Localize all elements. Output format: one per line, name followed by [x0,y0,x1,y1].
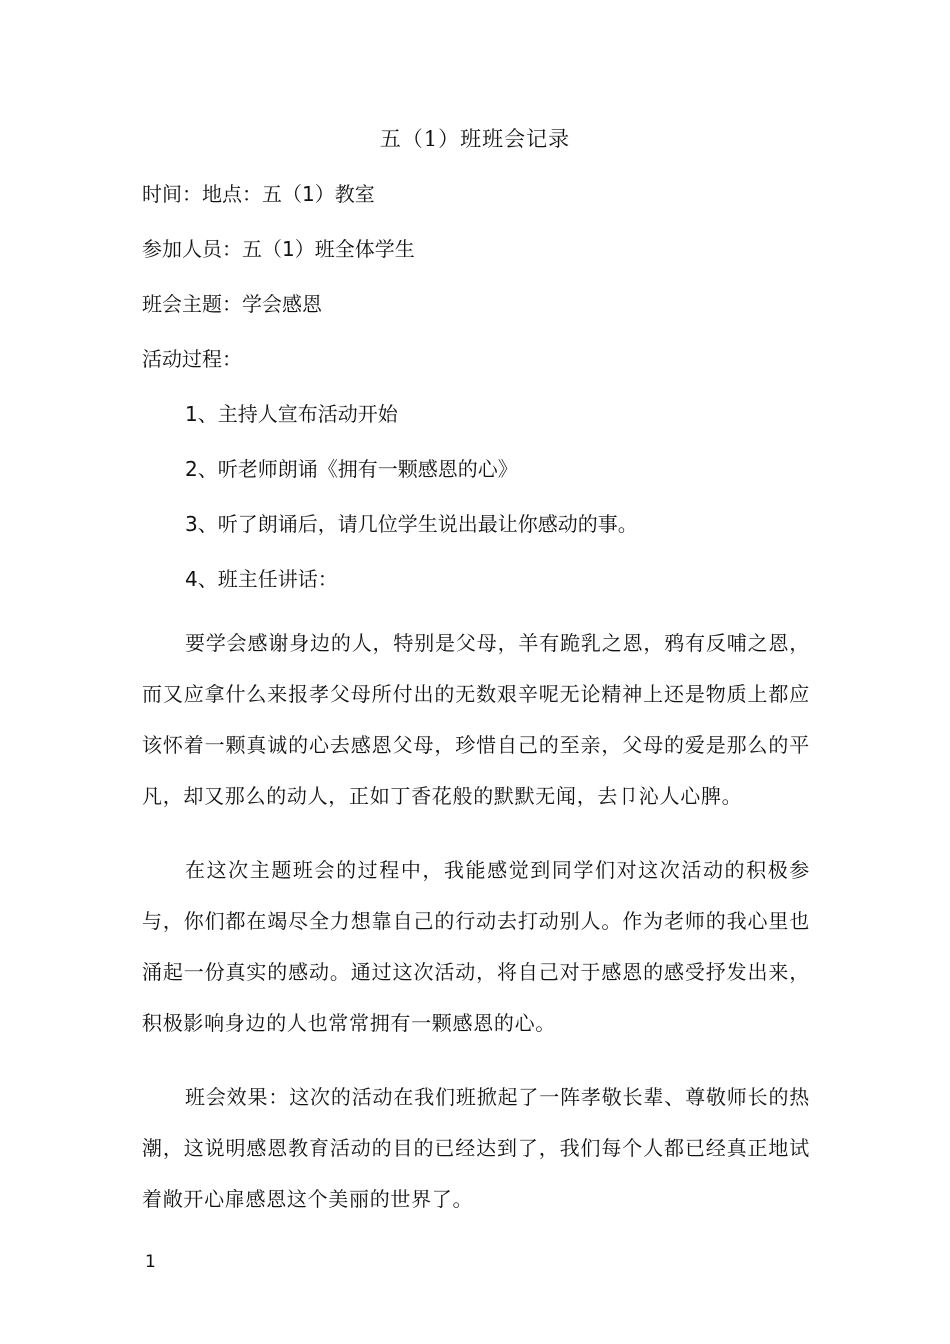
step-item: 1、主持人宣布活动开始 [185,402,398,426]
step-item: 3、听了朗诵后，请几位学生说出最让你感动的事。 [185,512,638,536]
step-item: 2、听老师朗诵《拥有一颗感恩的心》 [185,457,518,481]
step-item: 4、班主任讲话： [185,567,338,591]
theme-line: 班会主题：学会感恩 [142,292,322,316]
time-place-line: 时间：地点：五（1）教室 [142,182,375,206]
document-body [142,178,810,1248]
reflection-paragraph: 在这次主题班会的过程中，我能感觉到同学们对这次活动的积极参与，你们都在竭尽全力想靠自己的行动去打动别人。作为老师的我心里也涌起一份真实的感动。通过这次活动，将自己对于感恩的感受抒发出来，积极影响身边的人也常常拥有一颗感恩的心。 [142,858,810,1035]
participants-line: 参加人员：五（1）班全体学生 [142,237,415,261]
page-title: 五（1）班班会记录 [379,127,571,151]
process-label: 活动过程： [142,347,242,371]
speech-paragraph: 要学会感谢身边的人，特别是父母，羊有跪乳之恩，鸦有反哺之恩，而又应拿什么来报孝父母所付出的无数艰辛呢无论精神上还是物质上都应该怀着一颗真诚的心去感恩父母，珍惜自己的至亲，父母的爱是那么的平凡，却又那么的动人，正如丁香花般的默默无闻，去卩沁人心脾。 [142,631,810,808]
page-number: 1 [145,1252,156,1272]
effect-paragraph: 班会效果：这次的活动在我们班掀起了一阵孝敬长辈、尊敬师长的热潮，这说明感恩教育活动的目的已经达到了，我们每个人都已经真正地试着敞开心扉感恩这个美丽的世界了。 [142,1085,810,1211]
